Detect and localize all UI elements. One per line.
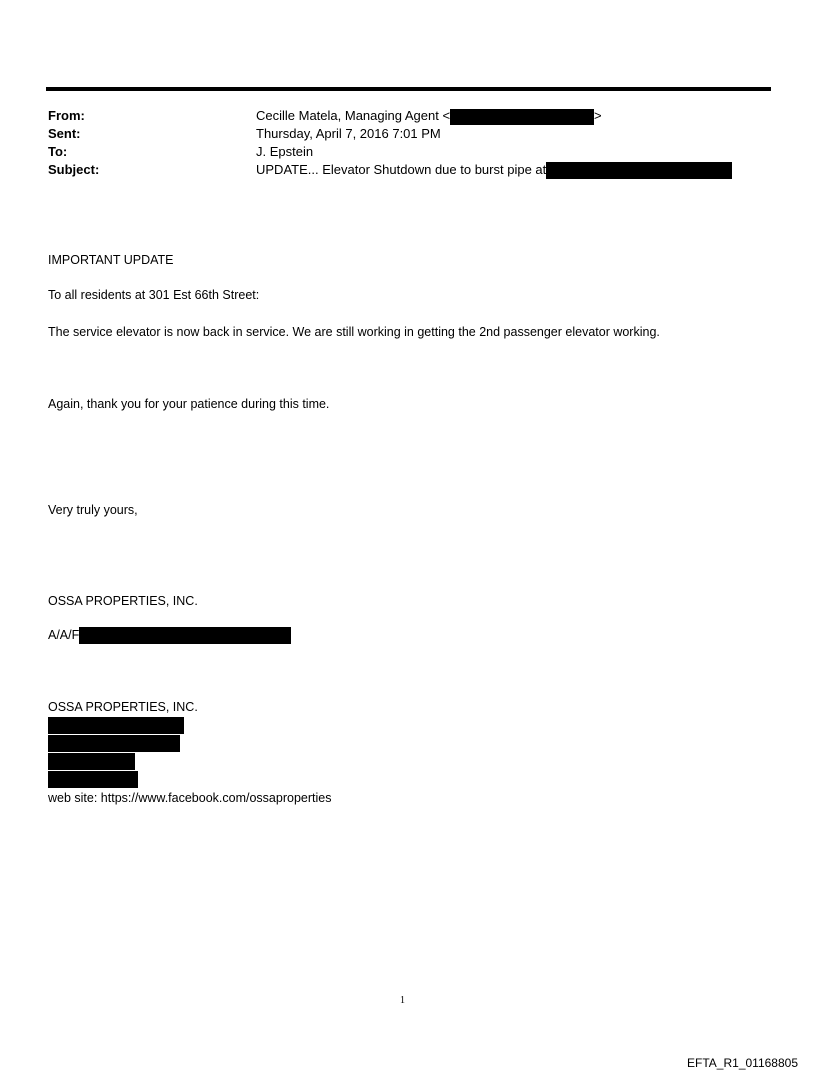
signature-company-name: OSSA PROPERTIES, INC. (48, 700, 198, 714)
redaction-box (79, 627, 291, 644)
closing-line: Very truly yours, (48, 503, 138, 517)
redaction-box (48, 771, 138, 788)
sent-label: Sent: (48, 126, 81, 141)
from-value (256, 107, 602, 125)
redaction-box (48, 717, 184, 734)
subject-text: UPDATE... Elevator Shutdown due to burst pipe at (256, 162, 547, 177)
update-paragraph: The service elevator is now back in service. We are still working in getting the 2nd passenger elevator working. (48, 325, 660, 339)
website-line: web site: https://www.facebook.com/ossaproperties (48, 791, 332, 805)
redaction-box (48, 753, 135, 770)
from-label: From: (48, 108, 85, 123)
from-close: > (594, 108, 602, 123)
redaction-box (450, 109, 594, 125)
sent-value: Thursday, April 7, 2016 7:01 PM (256, 126, 441, 141)
redaction-box (48, 735, 180, 752)
bates-number: EFTA_R1_01168805 (687, 1056, 798, 1070)
company-name: OSSA PROPERTIES, INC. (48, 594, 198, 608)
subject-value (256, 161, 732, 179)
header-divider (46, 87, 771, 91)
from-sender: Cecille Matela, Managing Agent < (256, 108, 451, 123)
redaction-box (546, 162, 732, 179)
thanks-paragraph: Again, thank you for your patience during this time. (48, 397, 330, 411)
greeting-line: To all residents at 301 Est 66th Street: (48, 288, 260, 302)
to-label: To: (48, 144, 68, 159)
to-value: J. Epstein (256, 144, 314, 159)
aaf-text: A/A/F (48, 628, 80, 642)
important-update-heading: IMPORTANT UPDATE (48, 253, 174, 267)
subject-label: Subject: (48, 162, 100, 177)
page-number: 1 (400, 995, 405, 1006)
aaf-line (48, 627, 291, 644)
